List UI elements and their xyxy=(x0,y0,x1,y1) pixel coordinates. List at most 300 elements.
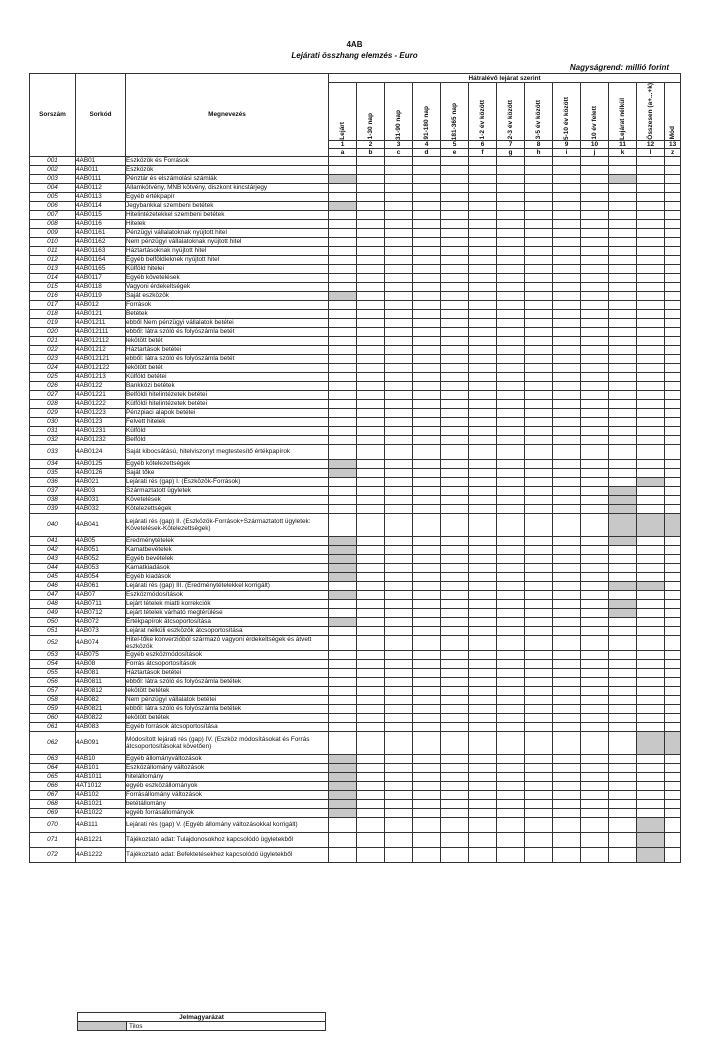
data-cell[interactable] xyxy=(665,363,681,372)
data-cell[interactable] xyxy=(637,581,665,590)
data-cell[interactable] xyxy=(637,590,665,599)
data-cell[interactable] xyxy=(581,237,609,246)
data-cell[interactable] xyxy=(497,722,525,731)
data-cell[interactable] xyxy=(553,246,581,255)
data-cell[interactable] xyxy=(637,563,665,572)
data-cell[interactable] xyxy=(581,354,609,363)
data-cell[interactable] xyxy=(329,192,357,201)
data-cell[interactable] xyxy=(413,763,441,772)
data-cell[interactable] xyxy=(525,635,553,650)
data-cell[interactable] xyxy=(665,372,681,381)
data-cell[interactable] xyxy=(385,668,413,677)
data-cell[interactable] xyxy=(525,390,553,399)
data-cell[interactable] xyxy=(609,426,637,435)
data-cell[interactable] xyxy=(385,754,413,763)
data-cell[interactable] xyxy=(665,309,681,318)
data-cell[interactable] xyxy=(441,426,469,435)
data-cell[interactable] xyxy=(497,513,525,536)
data-cell[interactable] xyxy=(581,486,609,495)
data-cell[interactable] xyxy=(581,817,609,832)
data-cell[interactable] xyxy=(413,608,441,617)
data-cell[interactable] xyxy=(413,704,441,713)
data-cell[interactable] xyxy=(581,426,609,435)
data-cell[interactable] xyxy=(553,495,581,504)
data-cell[interactable] xyxy=(385,590,413,599)
data-cell[interactable] xyxy=(525,677,553,686)
data-cell[interactable] xyxy=(497,686,525,695)
data-cell[interactable] xyxy=(637,399,665,408)
data-cell[interactable] xyxy=(385,563,413,572)
data-cell[interactable] xyxy=(329,468,357,477)
data-cell[interactable] xyxy=(413,300,441,309)
data-cell[interactable] xyxy=(637,763,665,772)
data-cell[interactable] xyxy=(637,156,665,165)
data-cell[interactable] xyxy=(553,309,581,318)
data-cell[interactable] xyxy=(525,790,553,799)
data-cell[interactable] xyxy=(609,608,637,617)
data-cell[interactable] xyxy=(469,808,497,817)
data-cell[interactable] xyxy=(329,327,357,336)
data-cell[interactable] xyxy=(413,291,441,300)
data-cell[interactable] xyxy=(469,390,497,399)
data-cell[interactable] xyxy=(553,354,581,363)
data-cell[interactable] xyxy=(581,165,609,174)
data-cell[interactable] xyxy=(441,318,469,327)
data-cell[interactable] xyxy=(385,255,413,264)
data-cell[interactable] xyxy=(609,772,637,781)
data-cell[interactable] xyxy=(553,581,581,590)
data-cell[interactable] xyxy=(357,444,385,459)
data-cell[interactable] xyxy=(497,650,525,659)
data-cell[interactable] xyxy=(665,563,681,572)
data-cell[interactable] xyxy=(665,426,681,435)
data-cell[interactable] xyxy=(581,677,609,686)
data-cell[interactable] xyxy=(441,713,469,722)
data-cell[interactable] xyxy=(665,459,681,468)
data-cell[interactable] xyxy=(385,731,413,754)
data-cell[interactable] xyxy=(525,847,553,862)
data-cell[interactable] xyxy=(497,354,525,363)
data-cell[interactable] xyxy=(329,790,357,799)
data-cell[interactable] xyxy=(357,581,385,590)
data-cell[interactable] xyxy=(357,399,385,408)
data-cell[interactable] xyxy=(441,772,469,781)
data-cell[interactable] xyxy=(385,832,413,847)
data-cell[interactable] xyxy=(357,772,385,781)
data-cell[interactable] xyxy=(413,336,441,345)
data-cell[interactable] xyxy=(329,722,357,731)
data-cell[interactable] xyxy=(637,408,665,417)
data-cell[interactable] xyxy=(609,513,637,536)
data-cell[interactable] xyxy=(637,345,665,354)
data-cell[interactable] xyxy=(441,590,469,599)
data-cell[interactable] xyxy=(665,390,681,399)
data-cell[interactable] xyxy=(637,363,665,372)
data-cell[interactable] xyxy=(329,763,357,772)
data-cell[interactable] xyxy=(413,399,441,408)
data-cell[interactable] xyxy=(413,781,441,790)
data-cell[interactable] xyxy=(609,444,637,459)
data-cell[interactable] xyxy=(525,210,553,219)
data-cell[interactable] xyxy=(553,713,581,722)
data-cell[interactable] xyxy=(609,581,637,590)
data-cell[interactable] xyxy=(329,246,357,255)
data-cell[interactable] xyxy=(553,677,581,686)
data-cell[interactable] xyxy=(329,219,357,228)
data-cell[interactable] xyxy=(329,590,357,599)
data-cell[interactable] xyxy=(469,495,497,504)
data-cell[interactable] xyxy=(497,486,525,495)
data-cell[interactable] xyxy=(525,563,553,572)
data-cell[interactable] xyxy=(525,372,553,381)
data-cell[interactable] xyxy=(609,300,637,309)
data-cell[interactable] xyxy=(413,677,441,686)
data-cell[interactable] xyxy=(525,174,553,183)
data-cell[interactable] xyxy=(441,754,469,763)
data-cell[interactable] xyxy=(609,486,637,495)
data-cell[interactable] xyxy=(441,354,469,363)
data-cell[interactable] xyxy=(329,156,357,165)
data-cell[interactable] xyxy=(553,650,581,659)
data-cell[interactable] xyxy=(553,617,581,626)
data-cell[interactable] xyxy=(357,554,385,563)
data-cell[interactable] xyxy=(413,345,441,354)
data-cell[interactable] xyxy=(497,327,525,336)
data-cell[interactable] xyxy=(637,459,665,468)
data-cell[interactable] xyxy=(497,659,525,668)
data-cell[interactable] xyxy=(637,468,665,477)
data-cell[interactable] xyxy=(637,309,665,318)
data-cell[interactable] xyxy=(665,246,681,255)
data-cell[interactable] xyxy=(441,486,469,495)
data-cell[interactable] xyxy=(665,327,681,336)
data-cell[interactable] xyxy=(637,495,665,504)
data-cell[interactable] xyxy=(553,192,581,201)
data-cell[interactable] xyxy=(553,847,581,862)
data-cell[interactable] xyxy=(329,390,357,399)
data-cell[interactable] xyxy=(553,572,581,581)
data-cell[interactable] xyxy=(609,156,637,165)
data-cell[interactable] xyxy=(609,808,637,817)
data-cell[interactable] xyxy=(665,617,681,626)
data-cell[interactable] xyxy=(385,459,413,468)
data-cell[interactable] xyxy=(329,345,357,354)
data-cell[interactable] xyxy=(413,444,441,459)
data-cell[interactable] xyxy=(469,713,497,722)
data-cell[interactable] xyxy=(441,156,469,165)
data-cell[interactable] xyxy=(441,237,469,246)
data-cell[interactable] xyxy=(497,183,525,192)
data-cell[interactable] xyxy=(525,381,553,390)
data-cell[interactable] xyxy=(637,264,665,273)
data-cell[interactable] xyxy=(497,713,525,722)
data-cell[interactable] xyxy=(637,486,665,495)
data-cell[interactable] xyxy=(609,477,637,486)
data-cell[interactable] xyxy=(385,781,413,790)
data-cell[interactable] xyxy=(441,345,469,354)
data-cell[interactable] xyxy=(469,754,497,763)
data-cell[interactable] xyxy=(441,817,469,832)
data-cell[interactable] xyxy=(637,237,665,246)
data-cell[interactable] xyxy=(581,336,609,345)
data-cell[interactable] xyxy=(581,713,609,722)
data-cell[interactable] xyxy=(665,417,681,426)
data-cell[interactable] xyxy=(329,486,357,495)
data-cell[interactable] xyxy=(441,183,469,192)
data-cell[interactable] xyxy=(525,695,553,704)
data-cell[interactable] xyxy=(441,581,469,590)
data-cell[interactable] xyxy=(413,731,441,754)
data-cell[interactable] xyxy=(637,255,665,264)
data-cell[interactable] xyxy=(581,444,609,459)
data-cell[interactable] xyxy=(581,273,609,282)
data-cell[interactable] xyxy=(441,608,469,617)
data-cell[interactable] xyxy=(357,354,385,363)
data-cell[interactable] xyxy=(469,417,497,426)
data-cell[interactable] xyxy=(385,790,413,799)
data-cell[interactable] xyxy=(665,686,681,695)
data-cell[interactable] xyxy=(469,790,497,799)
data-cell[interactable] xyxy=(441,781,469,790)
data-cell[interactable] xyxy=(441,459,469,468)
data-cell[interactable] xyxy=(469,408,497,417)
data-cell[interactable] xyxy=(385,659,413,668)
data-cell[interactable] xyxy=(581,477,609,486)
data-cell[interactable] xyxy=(385,363,413,372)
data-cell[interactable] xyxy=(357,336,385,345)
data-cell[interactable] xyxy=(441,300,469,309)
data-cell[interactable] xyxy=(357,817,385,832)
data-cell[interactable] xyxy=(581,309,609,318)
data-cell[interactable] xyxy=(469,210,497,219)
data-cell[interactable] xyxy=(357,704,385,713)
data-cell[interactable] xyxy=(385,772,413,781)
data-cell[interactable] xyxy=(441,554,469,563)
data-cell[interactable] xyxy=(665,381,681,390)
data-cell[interactable] xyxy=(553,435,581,444)
data-cell[interactable] xyxy=(553,459,581,468)
data-cell[interactable] xyxy=(357,617,385,626)
data-cell[interactable] xyxy=(525,731,553,754)
data-cell[interactable] xyxy=(497,426,525,435)
data-cell[interactable] xyxy=(441,192,469,201)
data-cell[interactable] xyxy=(329,668,357,677)
data-cell[interactable] xyxy=(637,790,665,799)
data-cell[interactable] xyxy=(385,309,413,318)
data-cell[interactable] xyxy=(637,273,665,282)
data-cell[interactable] xyxy=(581,808,609,817)
data-cell[interactable] xyxy=(609,273,637,282)
data-cell[interactable] xyxy=(581,399,609,408)
data-cell[interactable] xyxy=(441,309,469,318)
data-cell[interactable] xyxy=(385,192,413,201)
data-cell[interactable] xyxy=(637,545,665,554)
data-cell[interactable] xyxy=(637,695,665,704)
data-cell[interactable] xyxy=(497,617,525,626)
data-cell[interactable] xyxy=(385,354,413,363)
data-cell[interactable] xyxy=(413,847,441,862)
data-cell[interactable] xyxy=(665,183,681,192)
data-cell[interactable] xyxy=(525,599,553,608)
data-cell[interactable] xyxy=(553,554,581,563)
data-cell[interactable] xyxy=(637,201,665,210)
data-cell[interactable] xyxy=(609,318,637,327)
data-cell[interactable] xyxy=(497,390,525,399)
data-cell[interactable] xyxy=(525,781,553,790)
data-cell[interactable] xyxy=(441,468,469,477)
data-cell[interactable] xyxy=(357,722,385,731)
data-cell[interactable] xyxy=(413,327,441,336)
data-cell[interactable] xyxy=(637,219,665,228)
data-cell[interactable] xyxy=(637,772,665,781)
data-cell[interactable] xyxy=(665,264,681,273)
data-cell[interactable] xyxy=(665,495,681,504)
data-cell[interactable] xyxy=(497,468,525,477)
data-cell[interactable] xyxy=(441,408,469,417)
data-cell[interactable] xyxy=(413,459,441,468)
data-cell[interactable] xyxy=(525,435,553,444)
data-cell[interactable] xyxy=(665,608,681,617)
data-cell[interactable] xyxy=(329,201,357,210)
data-cell[interactable] xyxy=(609,635,637,650)
data-cell[interactable] xyxy=(357,201,385,210)
data-cell[interactable] xyxy=(525,513,553,536)
data-cell[interactable] xyxy=(413,354,441,363)
data-cell[interactable] xyxy=(609,264,637,273)
data-cell[interactable] xyxy=(413,282,441,291)
data-cell[interactable] xyxy=(357,210,385,219)
data-cell[interactable] xyxy=(469,459,497,468)
data-cell[interactable] xyxy=(413,713,441,722)
data-cell[interactable] xyxy=(497,799,525,808)
data-cell[interactable] xyxy=(329,554,357,563)
data-cell[interactable] xyxy=(553,659,581,668)
data-cell[interactable] xyxy=(469,686,497,695)
data-cell[interactable] xyxy=(413,722,441,731)
data-cell[interactable] xyxy=(497,264,525,273)
data-cell[interactable] xyxy=(497,590,525,599)
data-cell[interactable] xyxy=(609,255,637,264)
data-cell[interactable] xyxy=(665,635,681,650)
data-cell[interactable] xyxy=(469,255,497,264)
data-cell[interactable] xyxy=(609,617,637,626)
data-cell[interactable] xyxy=(525,459,553,468)
data-cell[interactable] xyxy=(553,165,581,174)
data-cell[interactable] xyxy=(525,237,553,246)
data-cell[interactable] xyxy=(329,264,357,273)
data-cell[interactable] xyxy=(413,183,441,192)
data-cell[interactable] xyxy=(553,372,581,381)
data-cell[interactable] xyxy=(357,790,385,799)
data-cell[interactable] xyxy=(665,345,681,354)
data-cell[interactable] xyxy=(441,808,469,817)
data-cell[interactable] xyxy=(525,192,553,201)
data-cell[interactable] xyxy=(469,581,497,590)
data-cell[interactable] xyxy=(497,156,525,165)
data-cell[interactable] xyxy=(665,722,681,731)
data-cell[interactable] xyxy=(553,381,581,390)
data-cell[interactable] xyxy=(581,318,609,327)
data-cell[interactable] xyxy=(441,417,469,426)
data-cell[interactable] xyxy=(441,536,469,545)
data-cell[interactable] xyxy=(637,390,665,399)
data-cell[interactable] xyxy=(525,246,553,255)
data-cell[interactable] xyxy=(665,704,681,713)
data-cell[interactable] xyxy=(469,504,497,513)
data-cell[interactable] xyxy=(497,408,525,417)
data-cell[interactable] xyxy=(441,677,469,686)
data-cell[interactable] xyxy=(329,704,357,713)
data-cell[interactable] xyxy=(637,572,665,581)
data-cell[interactable] xyxy=(413,372,441,381)
data-cell[interactable] xyxy=(525,345,553,354)
data-cell[interactable] xyxy=(385,617,413,626)
data-cell[interactable] xyxy=(525,399,553,408)
data-cell[interactable] xyxy=(441,390,469,399)
data-cell[interactable] xyxy=(329,659,357,668)
data-cell[interactable] xyxy=(553,790,581,799)
data-cell[interactable] xyxy=(581,608,609,617)
data-cell[interactable] xyxy=(665,847,681,862)
data-cell[interactable] xyxy=(637,183,665,192)
data-cell[interactable] xyxy=(581,300,609,309)
data-cell[interactable] xyxy=(665,255,681,264)
data-cell[interactable] xyxy=(525,300,553,309)
data-cell[interactable] xyxy=(441,381,469,390)
data-cell[interactable] xyxy=(637,832,665,847)
data-cell[interactable] xyxy=(413,174,441,183)
data-cell[interactable] xyxy=(357,372,385,381)
data-cell[interactable] xyxy=(413,563,441,572)
data-cell[interactable] xyxy=(385,599,413,608)
data-cell[interactable] xyxy=(553,799,581,808)
data-cell[interactable] xyxy=(413,309,441,318)
data-cell[interactable] xyxy=(413,318,441,327)
data-cell[interactable] xyxy=(637,513,665,536)
data-cell[interactable] xyxy=(413,617,441,626)
data-cell[interactable] xyxy=(553,704,581,713)
data-cell[interactable] xyxy=(581,650,609,659)
data-cell[interactable] xyxy=(525,763,553,772)
data-cell[interactable] xyxy=(609,381,637,390)
data-cell[interactable] xyxy=(385,477,413,486)
data-cell[interactable] xyxy=(385,486,413,495)
data-cell[interactable] xyxy=(469,554,497,563)
data-cell[interactable] xyxy=(497,363,525,372)
data-cell[interactable] xyxy=(357,659,385,668)
data-cell[interactable] xyxy=(637,686,665,695)
data-cell[interactable] xyxy=(553,477,581,486)
data-cell[interactable] xyxy=(581,210,609,219)
data-cell[interactable] xyxy=(609,731,637,754)
data-cell[interactable] xyxy=(637,354,665,363)
data-cell[interactable] xyxy=(413,668,441,677)
data-cell[interactable] xyxy=(329,695,357,704)
data-cell[interactable] xyxy=(329,477,357,486)
data-cell[interactable] xyxy=(609,563,637,572)
data-cell[interactable] xyxy=(637,847,665,862)
data-cell[interactable] xyxy=(609,763,637,772)
data-cell[interactable] xyxy=(665,336,681,345)
data-cell[interactable] xyxy=(329,808,357,817)
data-cell[interactable] xyxy=(665,318,681,327)
data-cell[interactable] xyxy=(469,626,497,635)
data-cell[interactable] xyxy=(469,486,497,495)
data-cell[interactable] xyxy=(497,635,525,650)
data-cell[interactable] xyxy=(497,417,525,426)
data-cell[interactable] xyxy=(357,327,385,336)
data-cell[interactable] xyxy=(357,832,385,847)
